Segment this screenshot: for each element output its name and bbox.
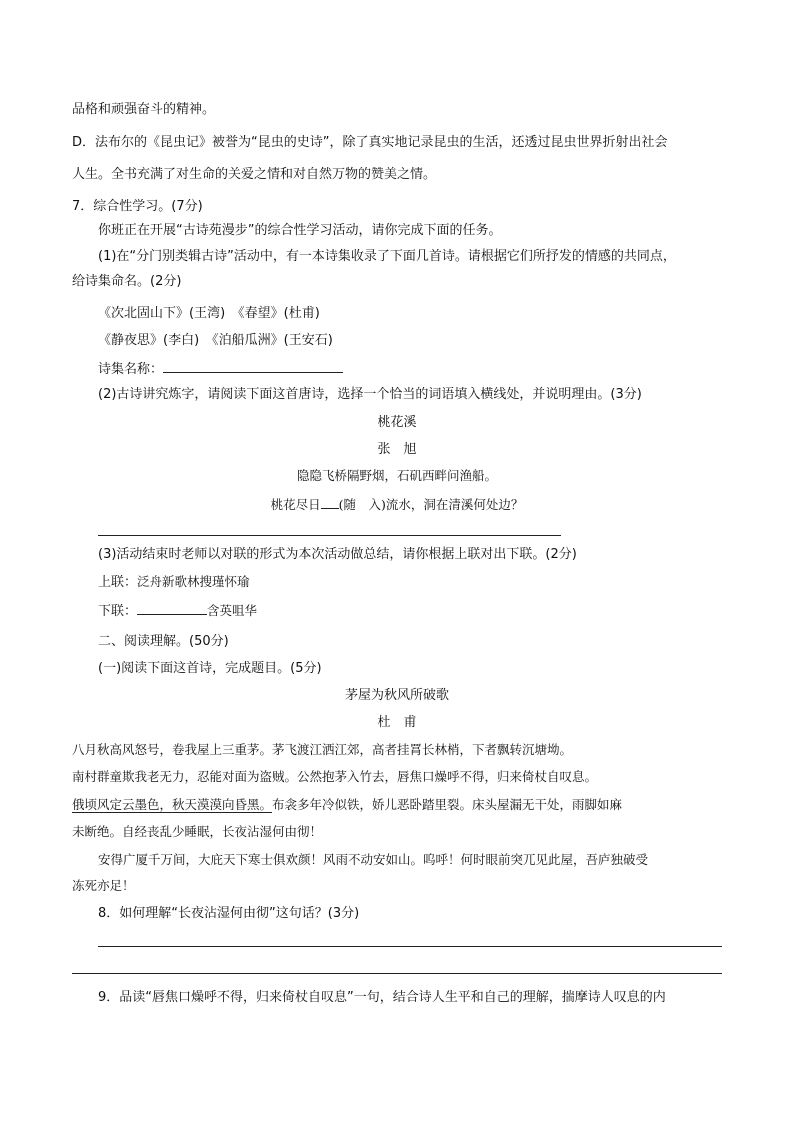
upper-text: 泛舟新歌林搜瑾怀瑜 — [137, 574, 250, 589]
poem-line2-start: 桃花尽日 — [270, 497, 321, 512]
q8-text: 8．如何理解“长夜沾湿何由彻”这句话？(3分) — [98, 906, 360, 921]
poem2-line4: 未断绝。自经丧乱少睡眠，长夜沾湿何由彻！ — [72, 824, 323, 839]
q7-poems-row1: 《次北固山下》(王湾) 《春望》(杜甫) — [98, 306, 320, 321]
collection-name-row — [98, 358, 343, 379]
poem-title-maowu: 茅屋为秋风所破歌 — [344, 688, 449, 703]
poem-author-zhangxu: 张 旭 — [377, 442, 417, 457]
poem2-line5: 安得广厦千万间，大庇天下寒士俱欢颜！风雨不动安如山。呜呼！何时眼前突兀见此屋，吾庐独破受 — [98, 852, 649, 867]
collection-name-blank[interactable] — [163, 358, 343, 373]
section2-title: 二、阅读理解。(50分) — [98, 634, 229, 649]
lower-label: 下联： — [98, 604, 138, 619]
poem2-line3-rest: 布衾多年冷似铁，娇儿恶卧踏里裂。床头屋漏无干处，雨脚如麻 — [272, 797, 623, 812]
q8-answer-line1[interactable] — [98, 946, 722, 947]
q7-part1-line1: (1)在“分门别类辑古诗”活动中，有一本诗集收录了下面几首诗。请根据它们所抒发的情感的共同点， — [98, 249, 676, 264]
text-line: 品格和顽强奋斗的精神。 — [72, 102, 216, 117]
poem-title-taohuaxi: 桃花溪 — [377, 415, 417, 430]
q7-part1-line2: 给诗集命名。(2分) — [72, 274, 182, 289]
q7-intro: 你班正在开展“古诗苑漫步”的综合性学习活动，请你完成下面的任务。 — [98, 223, 502, 238]
option-d-line1: D．法布尔的《昆虫记》被誉为“昆虫的史诗”，除了真实地记录昆虫的生活，还透过昆虫世界折射出社会 — [72, 135, 668, 150]
option-d-line2: 人生。全书充满了对生命的关爱之情和对自然万物的赞美之情。 — [72, 167, 437, 182]
poem-author-dufu: 杜 甫 — [377, 715, 417, 730]
underlined-lines: 俄顷风定云墨色，秋天漠漠向昏黑。 — [72, 797, 273, 812]
poem-line1: 隐隐飞桥隔野烟，石矶西畔问渔船。 — [296, 468, 497, 483]
q7-part2: (2)古诗讲究炼字，请阅读下面这首唐诗，选择一个恰当的词语填入横线处，并说明理由。(3分) — [98, 387, 642, 402]
q8-answer-line2[interactable] — [72, 973, 722, 974]
poem2-line2: 南村群童欺我老无力，忍能对面为盗贼。公然抱茅入竹去，唇焦口燥呼不得，归来倚杖自叹息。 — [72, 769, 598, 784]
poem2-line6: 冻死亦足！ — [72, 878, 135, 893]
q9-text: 9．品读“唇焦口燥呼不得，归来倚杖自叹息”一句，结合诗人生平和自己的理解，揣摩诗人叹息的内 — [98, 990, 666, 1005]
q7-part3: (3)活动结束时老师以对联的形式为本次活动做总结，请你根据上联对出下联。(2分) — [98, 547, 577, 562]
couplet-lower — [98, 600, 257, 621]
upper-label: 上联： — [98, 575, 138, 590]
poem2-line3 — [72, 796, 622, 814]
q7-title: 7．综合性学习。(7分) — [72, 199, 203, 214]
lower-couplet-blank[interactable] — [137, 600, 207, 615]
section2-sub1: (一)阅读下面这首诗，完成题目。(5分) — [98, 661, 322, 676]
collection-name-label: 诗集名称： — [98, 362, 164, 377]
answer-line[interactable] — [98, 535, 561, 536]
q7-poems-row2: 《静夜思》(李白) 《泊船瓜洲》(王安石) — [98, 333, 333, 348]
poem-line2-end: (随 入)流水，洞在清溪何处边？ — [338, 497, 524, 512]
word-choice-blank[interactable] — [321, 494, 339, 509]
poem-line2 — [0, 494, 794, 514]
lower-text: 含英咀华 — [207, 603, 258, 618]
poem2-line1: 八月秋高风怒号，卷我屋上三重茅。茅飞渡江洒江郊，高者挂罥长林梢，下者飘转沉塘坳。 — [72, 742, 573, 757]
couplet-upper — [98, 573, 250, 592]
